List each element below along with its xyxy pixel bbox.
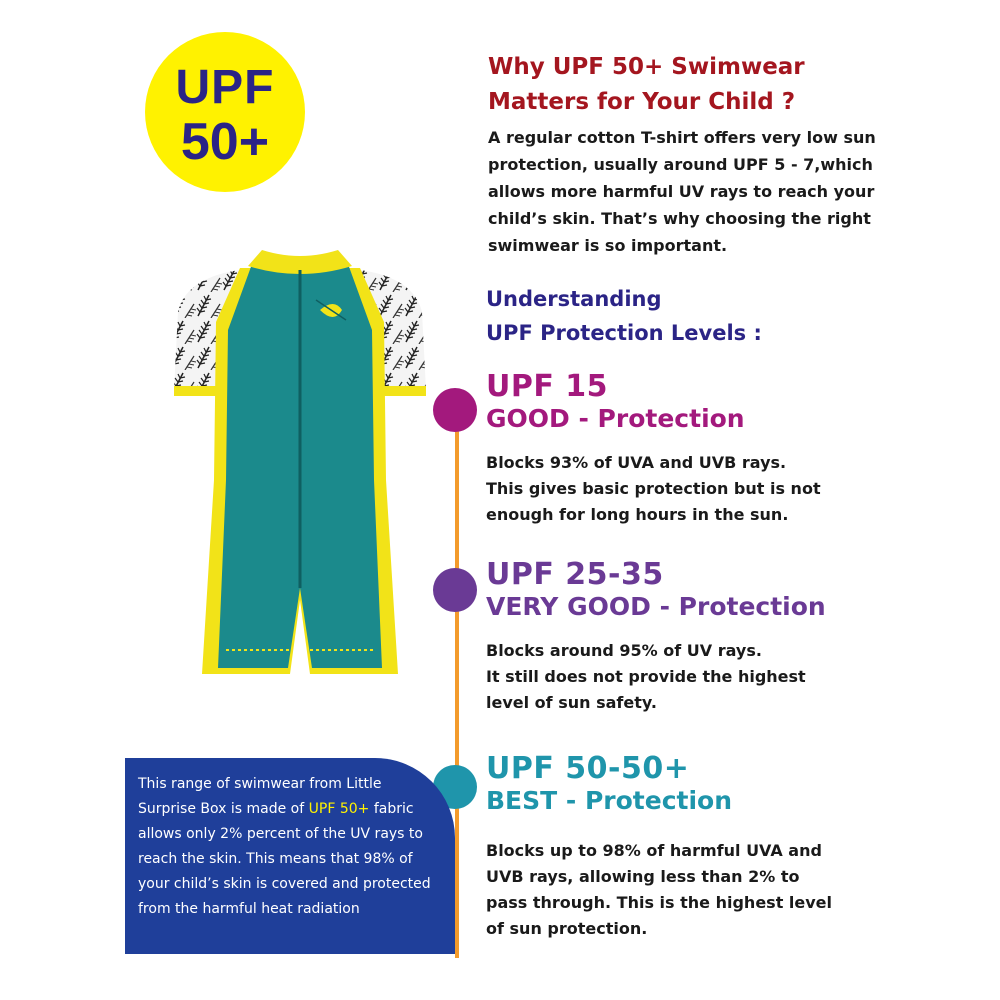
- info-box: [125, 758, 455, 954]
- understanding-title-line1: Understanding: [486, 287, 662, 311]
- why-title-line1: Why UPF 50+ Swimwear: [488, 54, 805, 80]
- level-name: UPF 50-50+: [486, 751, 690, 786]
- timeline-dot-upf-15: [433, 388, 477, 432]
- level-description: [486, 450, 866, 528]
- info-text-before: This range of swimwear from Little Surprise Box is made of: [138, 776, 382, 817]
- badge-rating-text: 50+: [180, 113, 270, 171]
- info-text: [138, 772, 443, 922]
- why-text: A regular cotton T-shirt offers very low sun protection, usually around UPF 5 - 7,which allows more harmful UV rays to reach your child’s skin. That’s why choosing the right swimwear is so important.: [488, 128, 876, 255]
- understanding-title-line2: UPF Protection Levels :: [486, 321, 762, 345]
- level-desc-line: UVB rays, allowing less than 2% to: [486, 867, 800, 886]
- level-desc-line: of sun protection.: [486, 919, 648, 938]
- timeline-dot-upf-25-35: [433, 568, 477, 612]
- level-desc-line: Blocks 93% of UVA and UVB rays.: [486, 453, 787, 472]
- level-rating: GOOD - Protection: [486, 404, 745, 433]
- level-name: UPF 15: [486, 369, 609, 404]
- level-desc-line: Blocks around 95% of UV rays.: [486, 641, 762, 660]
- level-upf-50: [486, 752, 926, 942]
- level-desc-line: Blocks up to 98% of harmful UVA and: [486, 841, 822, 860]
- level-rating: BEST - Protection: [486, 786, 733, 815]
- level-desc-line: It still does not provide the highest: [486, 667, 806, 686]
- level-name: UPF 25-35: [486, 557, 664, 592]
- level-desc-line: This gives basic protection but is not: [486, 479, 821, 498]
- why-title: [488, 50, 908, 120]
- upf-badge: [145, 32, 305, 192]
- level-upf-25-35: [486, 558, 926, 716]
- info-text-after: fabric allows only 2% percent of the UV rays to reach the skin. This means that 98% of your child’s skin is covered and protected from the harmful heat radiation: [138, 801, 431, 917]
- understanding-title: [486, 282, 886, 350]
- kids-swimsuit-icon: [170, 240, 430, 690]
- info-highlight: UPF 50+: [308, 801, 370, 817]
- level-desc-line: level of sun safety.: [486, 693, 657, 712]
- why-title-line2: Matters for Your Child ?: [488, 89, 796, 115]
- level-description: [486, 838, 866, 942]
- level-upf-15: [486, 370, 926, 528]
- timeline-line: [455, 410, 459, 958]
- level-rating: VERY GOOD - Protection: [486, 592, 826, 621]
- badge-upf-text: UPF: [175, 61, 275, 114]
- level-desc-line: pass through. This is the highest level: [486, 893, 833, 912]
- level-description: [486, 638, 866, 716]
- level-desc-line: enough for long hours in the sun.: [486, 505, 789, 524]
